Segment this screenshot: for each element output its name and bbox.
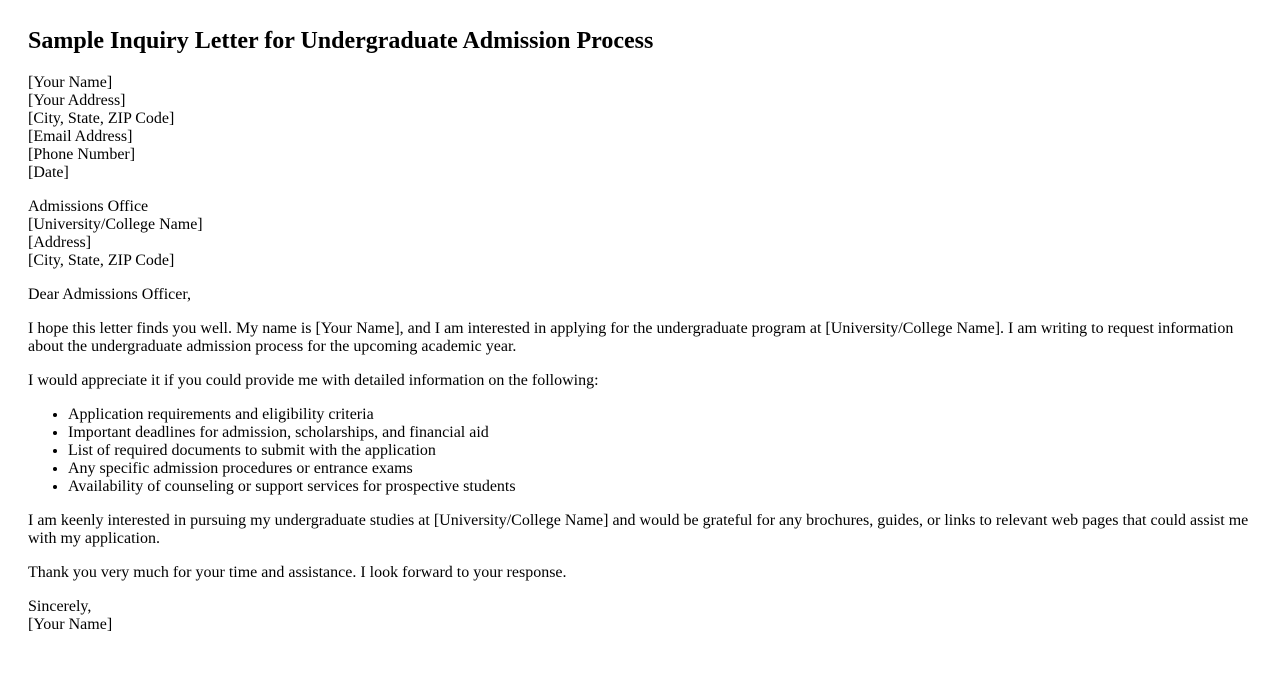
list-item: • Application requirements and eligibility criteria bbox=[68, 406, 1250, 424]
recipient-address: [Address] bbox=[28, 234, 92, 251]
sender-phone: [Phone Number] bbox=[28, 146, 136, 163]
list-item: • Any specific admission procedures or entrance exams bbox=[68, 460, 1250, 478]
recipient-institution: [University/College Name] bbox=[28, 216, 203, 233]
sender-name: [Your Name] bbox=[28, 74, 113, 91]
sender-address: [Your Address] bbox=[28, 92, 126, 109]
closing-block bbox=[28, 598, 1250, 634]
sender-email: [Email Address] bbox=[28, 128, 133, 145]
list-item: • Important deadlines for admission, scholarships, and financial aid bbox=[68, 424, 1250, 442]
recipient-office: Admissions Office bbox=[28, 198, 149, 215]
letter-page bbox=[0, 27, 1278, 634]
list-item: • List of required documents to submit with the application bbox=[68, 442, 1250, 460]
sender-date: [Date] bbox=[28, 164, 69, 181]
list-item: • Availability of counseling or support services for prospective students bbox=[68, 478, 1250, 496]
valediction: Sincerely, bbox=[28, 598, 92, 615]
page-title: Sample Inquiry Letter for Undergraduate Admission Process bbox=[28, 28, 654, 54]
sender-address-block bbox=[28, 74, 1250, 182]
thanks-paragraph: Thank you very much for your time and assistance. I look forward to your response. bbox=[28, 564, 567, 581]
signature: [Your Name] bbox=[28, 616, 113, 633]
interest-paragraph: I am keenly interested in pursuing my undergraduate studies at [University/College Name] and would be grateful for any brochures, guides, or links to relevant web pages that could assist me with my application. bbox=[28, 512, 1249, 547]
salutation: Dear Admissions Officer, bbox=[28, 286, 192, 303]
recipient-address-block bbox=[28, 198, 1250, 270]
recipient-city-state-zip: [City, State, ZIP Code] bbox=[28, 252, 175, 269]
sender-city-state-zip: [City, State, ZIP Code] bbox=[28, 110, 175, 127]
intro-paragraph: I hope this letter finds you well. My name is [Your Name], and I am interested in applying for the undergraduate program at [University/College Name]. I am writing to request information about the undergraduate admission process for the upcoming academic year. bbox=[28, 320, 1234, 355]
request-paragraph: I would appreciate it if you could provide me with detailed information on the following: bbox=[28, 372, 599, 389]
request-list bbox=[28, 406, 1250, 496]
